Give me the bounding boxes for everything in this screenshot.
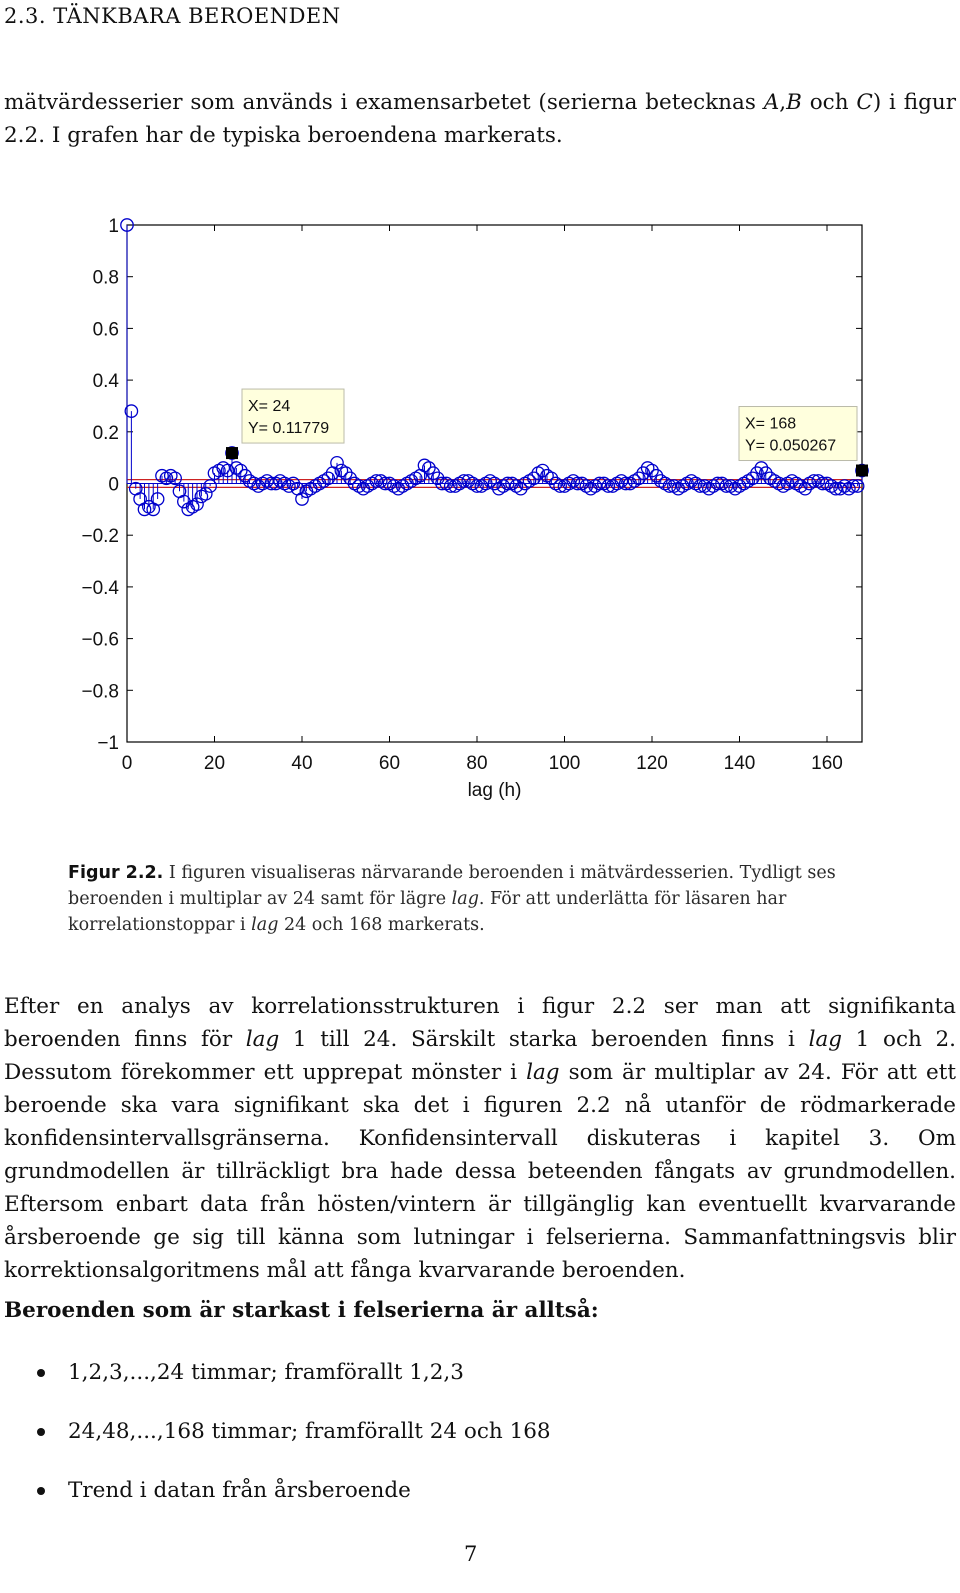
y-tick-label: 1 <box>108 216 119 237</box>
caption-text-3: 24 och 168 markerats. <box>278 915 485 935</box>
y-tick-label: −0.2 <box>81 526 119 548</box>
caption-lag-2: lag <box>251 915 279 935</box>
datatip-y-label: Y= 0.11779 <box>248 420 330 438</box>
caption-label: Figur 2.2. <box>68 863 164 883</box>
page-number: 7 <box>464 1542 478 1566</box>
x-tick-label: 40 <box>291 753 313 774</box>
y-tick-label: 0.8 <box>92 267 119 289</box>
series-a-label: A <box>763 90 780 115</box>
intro-separator: , <box>779 90 787 115</box>
dependency-list <box>0 1356 551 1533</box>
body-paragraph <box>4 990 956 1287</box>
x-tick-label: 60 <box>378 753 401 774</box>
y-tick-label: −1 <box>97 733 119 754</box>
list-item: Trend i datan från årsberoende <box>0 1474 551 1533</box>
list-item: 24,48,...,168 timmar; framförallt 24 och 168 <box>0 1415 551 1474</box>
series-c-label: C <box>856 90 873 115</box>
datatip-marker <box>856 465 868 477</box>
x-axis-label: lag (h) <box>467 780 522 801</box>
x-tick-label: 80 <box>466 753 488 774</box>
body-lag-2: lag <box>808 1027 843 1052</box>
figure-caption <box>68 860 890 938</box>
y-tick-label: −0.6 <box>81 629 119 651</box>
body-text-4: som är multiplar av 24. För att ett beroende ska vara signifikant ska det i figuren 2.2 nå utanför de rödmarkerade konfidensintervallsgränserna. Konfidensintervall diskuteras i kapitel 3. Om grundmodellen är tillräckligt bra hade dessa beteenden fångats av grundmodellen. Eftersom enbart data från hösten/vintern är tillgänglig kan eventuellt kvarvarande årsberoende ge sig till känna som lutningar i felserierna. Sammanfattningsvis blir korrektionsalgoritmens mål att fånga kvarvarande beroenden. <box>4 1060 956 1283</box>
series-b-label: B <box>786 90 802 115</box>
x-tick-label: 0 <box>121 753 133 774</box>
list-item: 1,2,3,...,24 timmar; framförallt 1,2,3 <box>0 1356 551 1415</box>
running-head: 2.3. TÄNKBARA BEROENDEN <box>4 4 341 28</box>
caption-text-2: . För att underlätta för läsaren har korrelationstoppar i <box>68 889 787 935</box>
body-lag-3: lag <box>526 1060 560 1085</box>
body-text-1: Efter en analys av korrelationsstrukturen i figur 2.2 ser man att signifikanta beroenden finns för <box>4 994 956 1052</box>
y-tick-label: 0 <box>108 474 119 496</box>
y-tick-label: 0.4 <box>92 371 119 393</box>
intro-text-3: ) i figur 2.2. I grafen har de typiska beroendena markerats. <box>4 90 956 148</box>
y-tick-label: 0.6 <box>92 319 119 341</box>
caption-lag-1: lag <box>451 889 479 909</box>
datatip-marker <box>226 447 238 459</box>
caption-text-1: I figuren visualiseras närvarande beroenden i mätvärdesserien. Tydligt ses beroenden i multiplar av 24 samt för lägre <box>68 863 836 909</box>
datatip-y-label: Y= 0.050267 <box>745 437 837 455</box>
x-tick-label: 100 <box>548 753 581 774</box>
datatip-x-label: X= 24 <box>248 398 291 416</box>
chart-svg <box>80 212 880 812</box>
y-tick-label: 0.2 <box>92 422 119 444</box>
y-tick-label: −0.4 <box>81 577 119 599</box>
x-tick-label: 20 <box>203 753 226 774</box>
intro-text-1: mätvärdesserier som används i examensarbetet (serierna betecknas <box>4 90 764 115</box>
body-text-3: 1 och 2. Dessutom förekommer ett upprepat mönster i <box>4 1027 956 1085</box>
body-lag-1: lag <box>245 1027 280 1052</box>
intro-text-2: och <box>801 90 857 115</box>
datatip-x-label: X= 168 <box>745 415 797 433</box>
intro-paragraph <box>4 86 956 152</box>
body-text-2: 1 till 24. Särskilt starka beroenden finns i <box>279 1027 809 1052</box>
x-tick-label: 160 <box>811 753 843 774</box>
autocorrelation-chart <box>80 212 880 812</box>
x-tick-label: 120 <box>636 753 668 774</box>
section-heading: Beroenden som är starkast i felserierna är alltså: <box>4 1298 599 1323</box>
y-tick-label: −0.8 <box>81 681 119 703</box>
x-tick-label: 140 <box>723 753 756 774</box>
